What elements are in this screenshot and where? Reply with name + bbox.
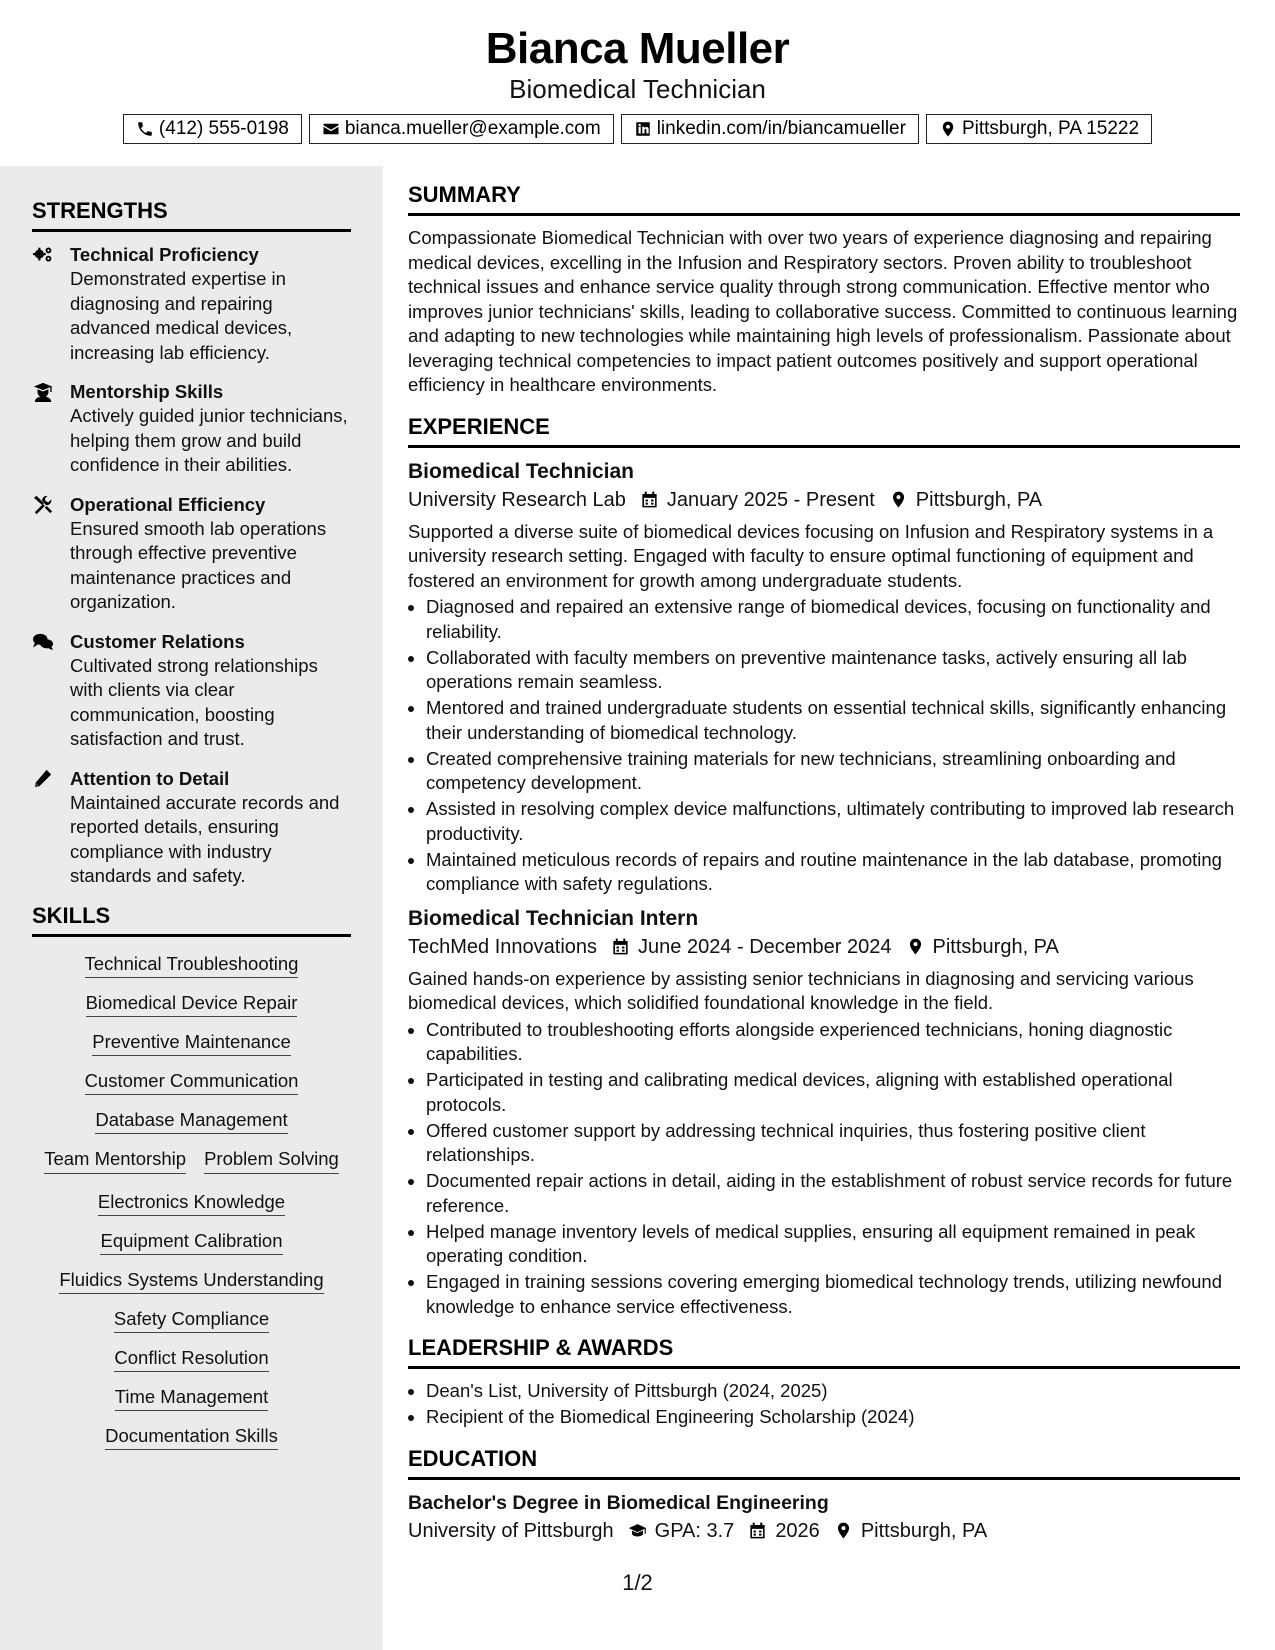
job-bullet: • Assisted in resolving complex device malfunctions, ultimately contributing to improved lab research productivity.: [426, 797, 1240, 846]
resume-header: [0, 0, 1275, 142]
map-pin-icon: [834, 1521, 853, 1540]
job-bullet: • Created comprehensive training materials for new technicians, streamlining onboarding and competency development.: [426, 747, 1240, 796]
graduation-year: 2026: [775, 1519, 820, 1542]
job-title: Biomedical Technician Intern: [408, 906, 699, 930]
calendar-icon: [640, 490, 659, 509]
map-pin-icon: [906, 937, 925, 956]
map-pin-icon: [939, 120, 957, 138]
mentor-icon: [32, 382, 54, 402]
skill-tag: Equipment Calibration: [100, 1230, 282, 1255]
strength-title: Mentorship Skills: [70, 381, 224, 402]
contact-bar: [0, 114, 1275, 144]
education-meta: [408, 1517, 1240, 1545]
chat-icon: [32, 632, 54, 652]
linkedin-text: linkedin.com/in/biancamueller: [656, 118, 906, 139]
job-bullet: • Contributed to troubleshooting efforts alongside experienced technicians, honing diagnostic capabilities.: [426, 1018, 1240, 1067]
award-item: • Dean's List, University of Pittsburgh (2024, 2025): [426, 1379, 1240, 1404]
main-content: [408, 166, 1240, 1551]
strength-desc: Ensured smooth lab operations through effective preventive maintenance practices and organization.: [70, 517, 327, 612]
experience-heading: EXPERIENCE: [408, 414, 1240, 448]
strength-title: Operational Efficiency: [70, 493, 266, 515]
calendar-icon: [611, 937, 630, 956]
skill-tag: Time Management: [115, 1386, 269, 1411]
job-meta: [408, 933, 1240, 961]
skill-tag: Safety Compliance: [114, 1308, 269, 1333]
skill-tag: Team Mentorship: [44, 1148, 186, 1174]
strength-item: [32, 379, 351, 478]
job-bullet: • Mentored and trained undergraduate students on essential technical skills, significantly enhancing their understanding of biomedical technology.: [426, 696, 1240, 745]
strength-desc: Actively guided junior technicians, helping them grow and build confidence in their abilities.: [70, 405, 348, 475]
contact-location: [926, 114, 1152, 144]
job-bullets: [408, 595, 1240, 897]
job-dates: June 2024 - December 2024: [638, 935, 892, 958]
strengths-heading: STRENGTHS: [32, 198, 351, 232]
awards-list: [408, 1379, 1240, 1430]
job-entry: [408, 458, 1240, 897]
contact-linkedin[interactable]: [621, 114, 919, 144]
strength-desc: Cultivated strong relationships with clients via clear communication, boosting satisfaction and trust.: [70, 654, 318, 749]
skill-tag: Conflict Resolution: [114, 1347, 268, 1372]
page-number: 1/2: [622, 1570, 653, 1595]
phone-icon: [136, 120, 154, 138]
phone-text: (412) 555-0198: [158, 118, 289, 139]
graduation-cap-icon: [628, 1521, 647, 1540]
strength-desc: Maintained accurate records and reported details, ensuring compliance with industry standards and safety.: [70, 791, 340, 886]
skill-tag: Preventive Maintenance: [92, 1031, 290, 1056]
map-pin-icon: [889, 490, 908, 509]
linkedin-icon: [634, 120, 652, 138]
strength-item: [32, 766, 351, 889]
leadership-heading: LEADERSHIP & AWARDS: [408, 1335, 1240, 1369]
job-location: Pittsburgh, PA: [915, 488, 1043, 511]
candidate-name: Bianca Mueller: [485, 24, 790, 73]
school-name: University of Pittsburgh: [408, 1519, 614, 1542]
contact-email[interactable]: [309, 114, 614, 144]
job-bullet: • Helped manage inventory levels of medical supplies, ensuring all equipment remained in peak operating condition.: [426, 1220, 1240, 1269]
summary-heading: SUMMARY: [408, 182, 1240, 216]
strength-title: Customer Relations: [70, 630, 245, 652]
strength-title: Attention to Detail: [70, 767, 230, 789]
job-bullet: • Collaborated with faculty members on preventive maintenance tasks, actively ensuring all lab operations remain seamless.: [426, 646, 1240, 695]
skill-tag: Electronics Knowledge: [98, 1191, 285, 1216]
job-company: University Research Lab: [408, 488, 626, 511]
skill-tag: Fluidics Systems Understanding: [59, 1269, 323, 1294]
strength-item: [32, 242, 351, 365]
contact-phone[interactable]: [123, 114, 302, 144]
education-heading: EDUCATION: [408, 1446, 1240, 1480]
skill-tag: Problem Solving: [204, 1148, 339, 1174]
job-bullet: • Offered customer support by addressing technical inquiries, thus fostering positive client relationships.: [426, 1119, 1240, 1168]
job-bullet: • Participated in testing and calibrating medical devices, aligning with established operational protocols.: [426, 1068, 1240, 1117]
gpa: GPA: 3.7: [654, 1519, 735, 1542]
job-location: Pittsburgh, PA: [932, 935, 1059, 958]
job-bullet: • Diagnosed and repaired an extensive range of biomedical devices, focusing on functionality and reliability.: [426, 595, 1240, 644]
skill-tag: Technical Troubleshooting: [85, 953, 299, 978]
job-description: Supported a diverse suite of biomedical devices focusing on Infusion and Respiratory systems in a university research setting. Engaged with faculty to ensure optimal functioning of equipment and fostered an environment for growth among undergraduate students.: [408, 520, 1214, 591]
award-item: • Recipient of the Biomedical Engineering Scholarship (2024): [426, 1405, 1240, 1430]
calendar-icon: [748, 1521, 767, 1540]
job-bullet: • Maintained meticulous records of repairs and routine maintenance in the lab database, promoting compliance with safety regulations.: [426, 848, 1240, 897]
skill-tag: Biomedical Device Repair: [86, 992, 298, 1017]
strength-desc: Demonstrated expertise in diagnosing and repairing advanced medical devices, increasing lab efficiency.: [70, 268, 293, 363]
education-location: Pittsburgh, PA: [860, 1519, 988, 1542]
skills-list: [32, 947, 351, 1447]
job-bullets: [408, 1018, 1240, 1320]
degree-title: Bachelor's Degree in Biomedical Engineering: [408, 1491, 829, 1514]
job-meta: [408, 486, 1240, 514]
skill-tag: Documentation Skills: [105, 1425, 278, 1450]
pencil-icon: [32, 769, 54, 789]
job-title: Biomedical Technician: [408, 459, 635, 483]
job-company: TechMed Innovations: [408, 935, 598, 958]
skills-heading: SKILLS: [32, 903, 351, 937]
job-entry: [408, 905, 1240, 1320]
job-dates: January 2025 - Present: [666, 488, 875, 511]
envelope-icon: [322, 120, 340, 138]
strength-item: [32, 492, 351, 615]
job-bullet: • Engaged in training sessions covering emerging biomedical technology trends, utilizing newfound knowledge to enhance service effectiveness.: [426, 1270, 1240, 1319]
summary-text: Compassionate Biomedical Technician with over two years of experience diagnosing and repairing medical devices, excelling in the Infusion and Respiratory sectors. Proven ability to troubleshoot technical issues and enhance service quality through strong communication. Effective mentor who improves junior technicians' skills, leading to collaborative success. Committed to continuous learning and adapting to new technologies while maintaining high levels of professionalism. Passionate about leveraging technical competencies to impact patient outcomes positively and support operational efficiency in healthcare environments.: [408, 227, 1238, 395]
strength-title: Technical Proficiency: [70, 244, 259, 265]
tools-icon: [32, 495, 54, 515]
skill-tag: Database Management: [95, 1109, 287, 1134]
sidebar: [0, 166, 383, 1650]
strength-item: [32, 629, 351, 752]
candidate-title: Biomedical Technician: [509, 74, 766, 104]
job-bullet: • Documented repair actions in detail, aiding in the establishment of robust service records for future reference.: [426, 1169, 1240, 1218]
skill-tag: Customer Communication: [85, 1070, 299, 1095]
email-text: bianca.mueller@example.com: [344, 118, 601, 139]
gears-icon: [32, 245, 54, 265]
job-description: Gained hands-on experience by assisting senior technicians in diagnosing and servicing various biomedical devices, which solidified foundational knowledge in the field.: [408, 967, 1194, 1013]
location-text: Pittsburgh, PA 15222: [961, 118, 1140, 139]
